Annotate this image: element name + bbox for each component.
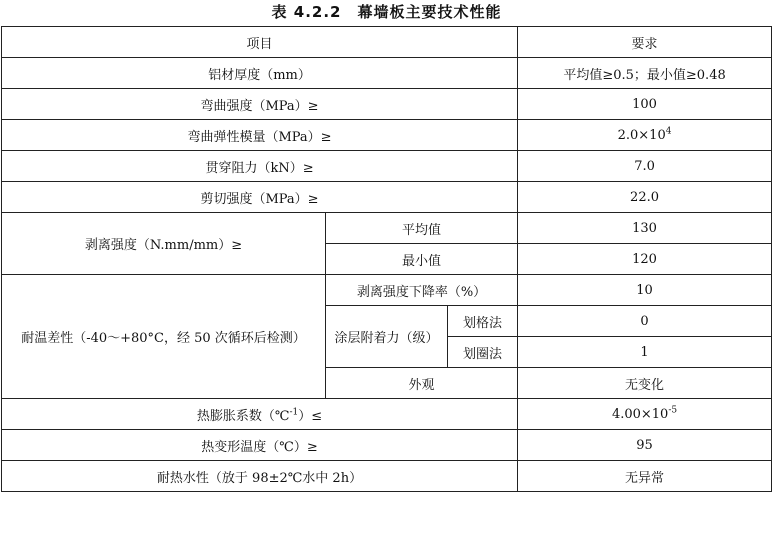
temp-resist-label: 耐温差性（-40～+80°C，经 50 次循环后检测） — [2, 275, 326, 399]
peel-min-value: 120 — [518, 244, 772, 275]
expansion-value-base: 4.00×10 — [611, 406, 669, 422]
table-row — [2, 399, 772, 430]
bending-modulus-base: 2.0×10 — [617, 127, 666, 143]
circle-method-value: 1 — [518, 337, 772, 368]
shear-value: 22.0 — [518, 182, 772, 213]
table-row — [2, 461, 772, 492]
expansion-label-post: ）≤ — [298, 408, 323, 424]
penetration-value: 7.0 — [518, 151, 772, 182]
heat-deform-value: 95 — [518, 430, 772, 461]
bending-modulus-value — [518, 120, 772, 151]
appearance-value: 无变化 — [518, 368, 772, 399]
expansion-value — [518, 399, 772, 430]
table-row — [2, 213, 772, 244]
peel-drop-label: 剥离强度下降率（%） — [326, 275, 518, 306]
thickness-value: 平均值≥0.5；最小值≥0.48 — [518, 58, 772, 89]
peel-avg-label: 平均值 — [326, 213, 518, 244]
table-row — [2, 182, 772, 213]
grid-method-label: 划格法 — [448, 306, 518, 337]
peel-drop-value: 10 — [518, 275, 772, 306]
expansion-value-exponent: -5 — [668, 405, 678, 416]
table-row — [2, 430, 772, 461]
water-resist-value: 无异常 — [518, 461, 772, 492]
peel-min-label: 最小值 — [326, 244, 518, 275]
header-requirement: 要求 — [518, 27, 772, 58]
table-row — [2, 89, 772, 120]
table-header-row — [2, 27, 772, 58]
expansion-label-exponent: -1 — [289, 407, 299, 418]
table-row — [2, 58, 772, 89]
table-row — [2, 151, 772, 182]
expansion-label — [2, 399, 518, 430]
heat-deform-label: 热变形温度（℃）≥ — [2, 430, 518, 461]
bending-strength-label: 弯曲强度（MPa）≥ — [2, 89, 518, 120]
header-item: 项目 — [2, 27, 518, 58]
expansion-label-pre: 热膨胀系数（℃ — [196, 408, 290, 424]
peel-label: 剥离强度（N.mm/mm）≥ — [2, 213, 326, 275]
bending-modulus-exponent: 4 — [665, 126, 672, 137]
performance-table — [1, 26, 772, 492]
peel-avg-value: 130 — [518, 213, 772, 244]
bending-strength-value: 100 — [518, 89, 772, 120]
bending-modulus-label: 弯曲弹性模量（MPa）≥ — [2, 120, 518, 151]
table-row — [2, 120, 772, 151]
circle-method-label: 划圈法 — [448, 337, 518, 368]
table-title: 表 4.2.2 幕墙板主要技术性能 — [271, 3, 502, 21]
grid-method-value: 0 — [518, 306, 772, 337]
penetration-label: 贯穿阻力（kN）≥ — [2, 151, 518, 182]
shear-label: 剪切强度（MPa）≥ — [2, 182, 518, 213]
water-resist-label: 耐热水性（放于 98±2℃水中 2h） — [2, 461, 518, 492]
coating-adhesion-label: 涂层附着力（级） — [326, 306, 448, 368]
table-row — [2, 275, 772, 306]
appearance-label: 外观 — [326, 368, 518, 399]
thickness-label: 铝材厚度（mm） — [2, 58, 518, 89]
